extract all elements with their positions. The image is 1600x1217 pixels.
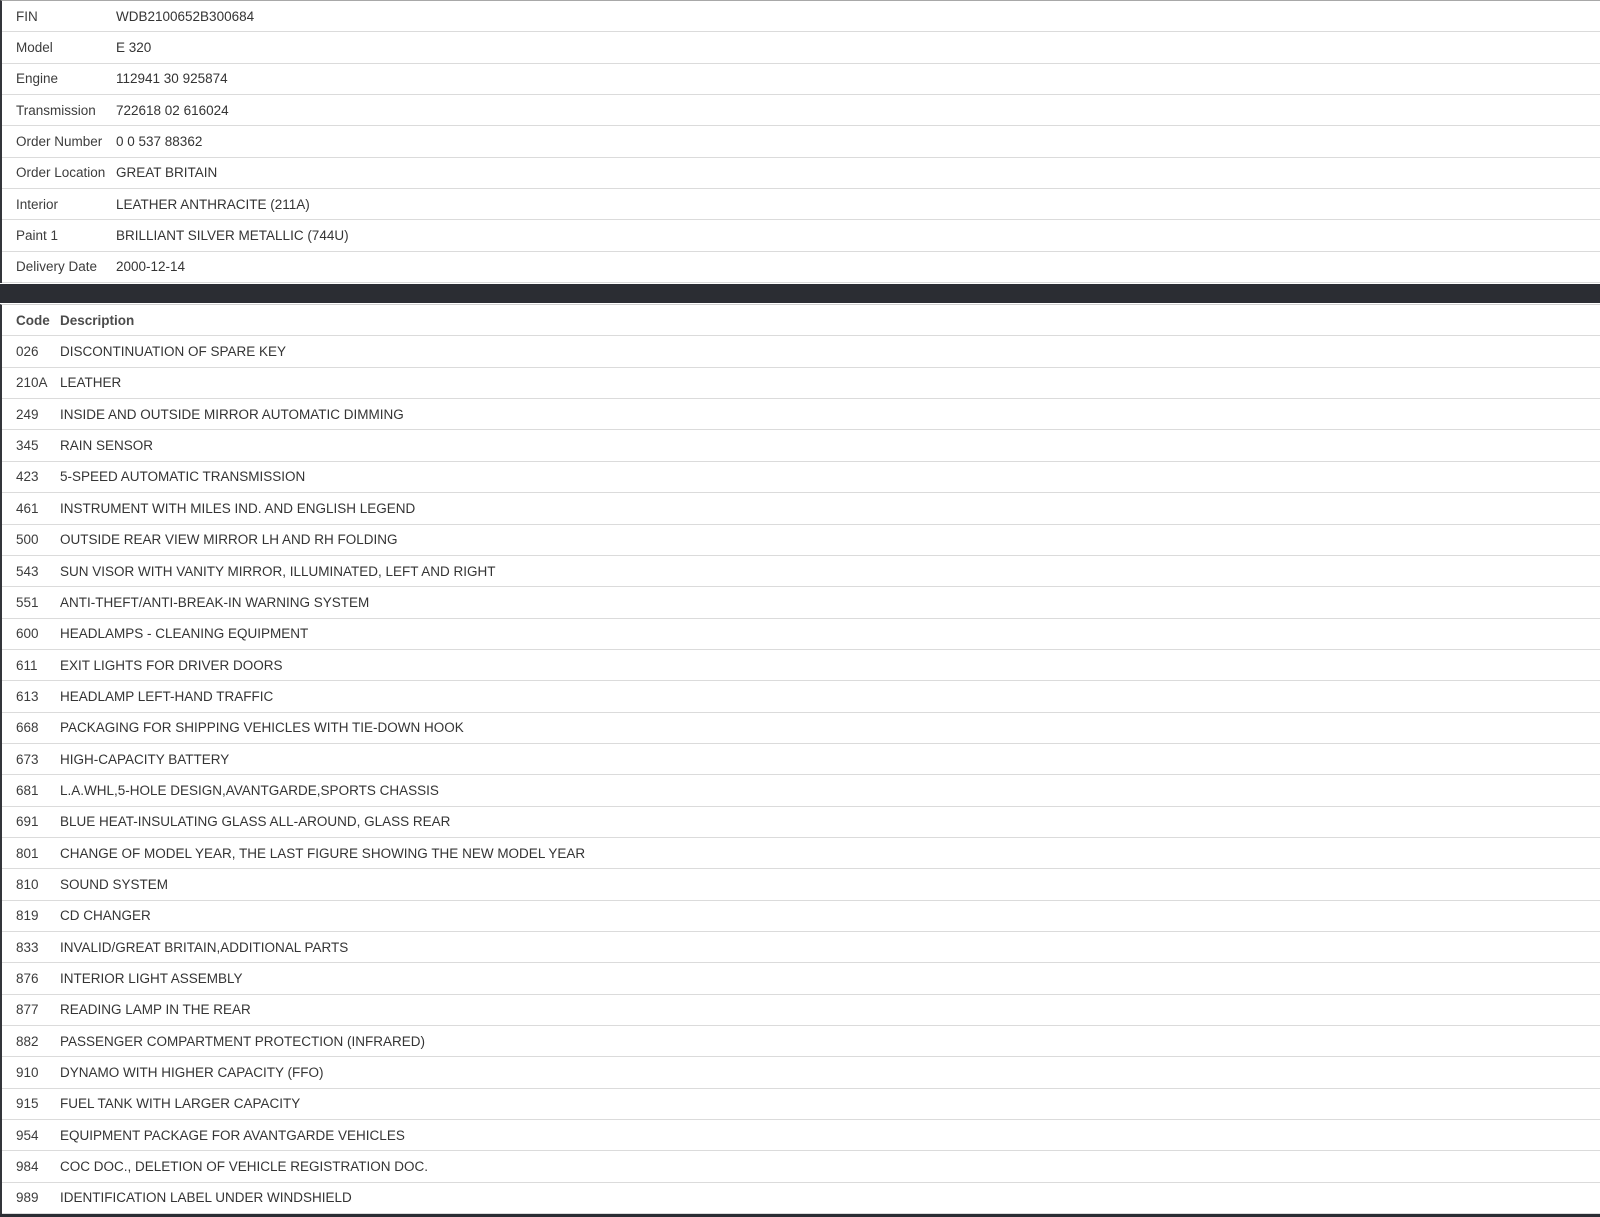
info-value: WDB2100652B300684 (116, 8, 255, 24)
code-cell: 954 (16, 1127, 39, 1143)
code-cell: 681 (16, 782, 39, 798)
code-cell: 461 (16, 500, 39, 516)
description-cell: COC DOC., DELETION OF VEHICLE REGISTRATION DOC. (60, 1159, 429, 1175)
code-cell: 910 (16, 1065, 39, 1081)
code-cell: 810 (16, 876, 39, 892)
description-cell: EQUIPMENT PACKAGE FOR AVANTGARDE VEHICLES (60, 1127, 405, 1143)
info-row (2, 64, 1600, 95)
description-cell: INSTRUMENT WITH MILES IND. AND ENGLISH LEGEND (60, 500, 416, 516)
code-row (2, 430, 1600, 461)
code-row (2, 901, 1600, 932)
description-cell: ANTI-THEFT/ANTI-BREAK-IN WARNING SYSTEM (60, 594, 370, 610)
description-cell: 5-SPEED AUTOMATIC TRANSMISSION (60, 469, 306, 485)
code-row (2, 869, 1600, 900)
code-cell: 613 (16, 688, 39, 704)
code-row (2, 619, 1600, 650)
code-row (2, 368, 1600, 399)
info-row (2, 126, 1600, 157)
code-cell: 551 (16, 594, 39, 610)
info-row (2, 32, 1600, 63)
info-value: 722618 02 616024 (116, 102, 229, 118)
description-cell: PACKAGING FOR SHIPPING VEHICLES WITH TIE-DOWN HOOK (60, 720, 464, 736)
code-cell: 915 (16, 1096, 39, 1112)
info-label: Order Location (16, 165, 106, 181)
code-row (2, 1057, 1600, 1088)
description-cell: PASSENGER COMPARTMENT PROTECTION (INFRARED) (60, 1033, 426, 1049)
code-row (2, 1026, 1600, 1057)
code-cell: 543 (16, 563, 39, 579)
info-value: BRILLIANT SILVER METALLIC (744U) (116, 228, 349, 244)
codes-header-row (2, 305, 1600, 336)
code-row (2, 1183, 1600, 1214)
info-row (2, 158, 1600, 189)
code-cell: 673 (16, 751, 39, 767)
description-cell: BLUE HEAT-INSULATING GLASS ALL-AROUND, GLASS REAR (60, 814, 451, 830)
code-cell: 984 (16, 1159, 39, 1175)
code-row (2, 775, 1600, 806)
vehicle-info-table (0, 0, 1600, 283)
code-cell: 249 (16, 406, 39, 422)
description-cell: FUEL TANK WITH LARGER CAPACITY (60, 1096, 301, 1112)
description-column-header: Description (60, 312, 135, 328)
info-value: E 320 (116, 40, 152, 56)
info-value: GREAT BRITAIN (116, 165, 218, 181)
section-divider-bar (0, 284, 1600, 303)
code-cell: 833 (16, 939, 39, 955)
description-cell: HIGH-CAPACITY BATTERY (60, 751, 230, 767)
code-row (2, 525, 1600, 556)
code-row (2, 587, 1600, 618)
info-label: Interior (16, 196, 59, 212)
info-row (2, 1, 1600, 32)
code-row (2, 462, 1600, 493)
info-label: Delivery Date (16, 259, 98, 275)
code-row (2, 995, 1600, 1026)
codes-table-body (2, 336, 1600, 1214)
code-row (2, 556, 1600, 587)
code-row (2, 1151, 1600, 1182)
code-row (2, 650, 1600, 681)
info-label: Engine (16, 71, 59, 87)
code-row (2, 838, 1600, 869)
code-cell: 691 (16, 814, 39, 830)
description-cell: RAIN SENSOR (60, 438, 154, 454)
description-cell: INVALID/GREAT BRITAIN,ADDITIONAL PARTS (60, 939, 349, 955)
description-cell: L.A.WHL,5-HOLE DESIGN,AVANTGARDE,SPORTS CHASSIS (60, 782, 439, 798)
code-cell: 801 (16, 845, 39, 861)
code-row (2, 681, 1600, 712)
code-row (2, 493, 1600, 524)
code-row (2, 713, 1600, 744)
code-column-header: Code (16, 312, 50, 328)
description-cell: CHANGE OF MODEL YEAR, THE LAST FIGURE SHOWING THE NEW MODEL YEAR (60, 845, 586, 861)
description-cell: HEADLAMPS - CLEANING EQUIPMENT (60, 626, 309, 642)
info-label: Model (16, 40, 53, 56)
description-cell: DYNAMO WITH HIGHER CAPACITY (FFO) (60, 1065, 324, 1081)
code-cell: 819 (16, 908, 39, 924)
code-cell: 210A (16, 375, 48, 391)
option-codes-table (0, 304, 1600, 1214)
description-cell: EXIT LIGHTS FOR DRIVER DOORS (60, 657, 283, 673)
info-row (2, 252, 1600, 283)
code-row (2, 336, 1600, 367)
code-row (2, 963, 1600, 994)
info-row (2, 189, 1600, 220)
code-cell: 423 (16, 469, 39, 485)
description-cell: LEATHER (60, 375, 122, 391)
code-cell: 876 (16, 970, 39, 986)
code-cell: 989 (16, 1190, 39, 1206)
description-cell: INTERIOR LIGHT ASSEMBLY (60, 970, 243, 986)
info-value: 0 0 537 88362 (116, 134, 203, 150)
info-label: Transmission (16, 102, 96, 118)
code-cell: 611 (16, 657, 38, 673)
code-cell: 345 (16, 438, 39, 454)
code-cell: 500 (16, 532, 39, 548)
description-cell: INSIDE AND OUTSIDE MIRROR AUTOMATIC DIMMING (60, 406, 404, 422)
code-row (2, 932, 1600, 963)
code-row (2, 744, 1600, 775)
code-row (2, 1089, 1600, 1120)
description-cell: SUN VISOR WITH VANITY MIRROR, ILLUMINATED, LEFT AND RIGHT (60, 563, 496, 579)
info-value: LEATHER ANTHRACITE (211A) (116, 196, 310, 212)
info-value: 2000-12-14 (116, 259, 186, 275)
code-cell: 882 (16, 1033, 39, 1049)
code-cell: 026 (16, 344, 39, 360)
description-cell: DISCONTINUATION OF SPARE KEY (60, 344, 287, 360)
description-cell: HEADLAMP LEFT-HAND TRAFFIC (60, 688, 274, 704)
info-label: FIN (16, 8, 38, 24)
code-cell: 668 (16, 720, 39, 736)
code-row (2, 807, 1600, 838)
info-row (2, 95, 1600, 126)
code-row (2, 399, 1600, 430)
description-cell: SOUND SYSTEM (60, 876, 169, 892)
code-cell: 877 (16, 1002, 39, 1018)
code-row (2, 1120, 1600, 1151)
info-value: 112941 30 925874 (116, 71, 228, 87)
description-cell: IDENTIFICATION LABEL UNDER WINDSHIELD (60, 1190, 352, 1206)
info-row (2, 220, 1600, 251)
description-cell: OUTSIDE REAR VIEW MIRROR LH AND RH FOLDING (60, 532, 398, 548)
info-label: Order Number (16, 134, 103, 150)
info-label: Paint 1 (16, 228, 59, 244)
code-cell: 600 (16, 626, 39, 642)
description-cell: CD CHANGER (60, 908, 151, 924)
description-cell: READING LAMP IN THE REAR (60, 1002, 251, 1018)
